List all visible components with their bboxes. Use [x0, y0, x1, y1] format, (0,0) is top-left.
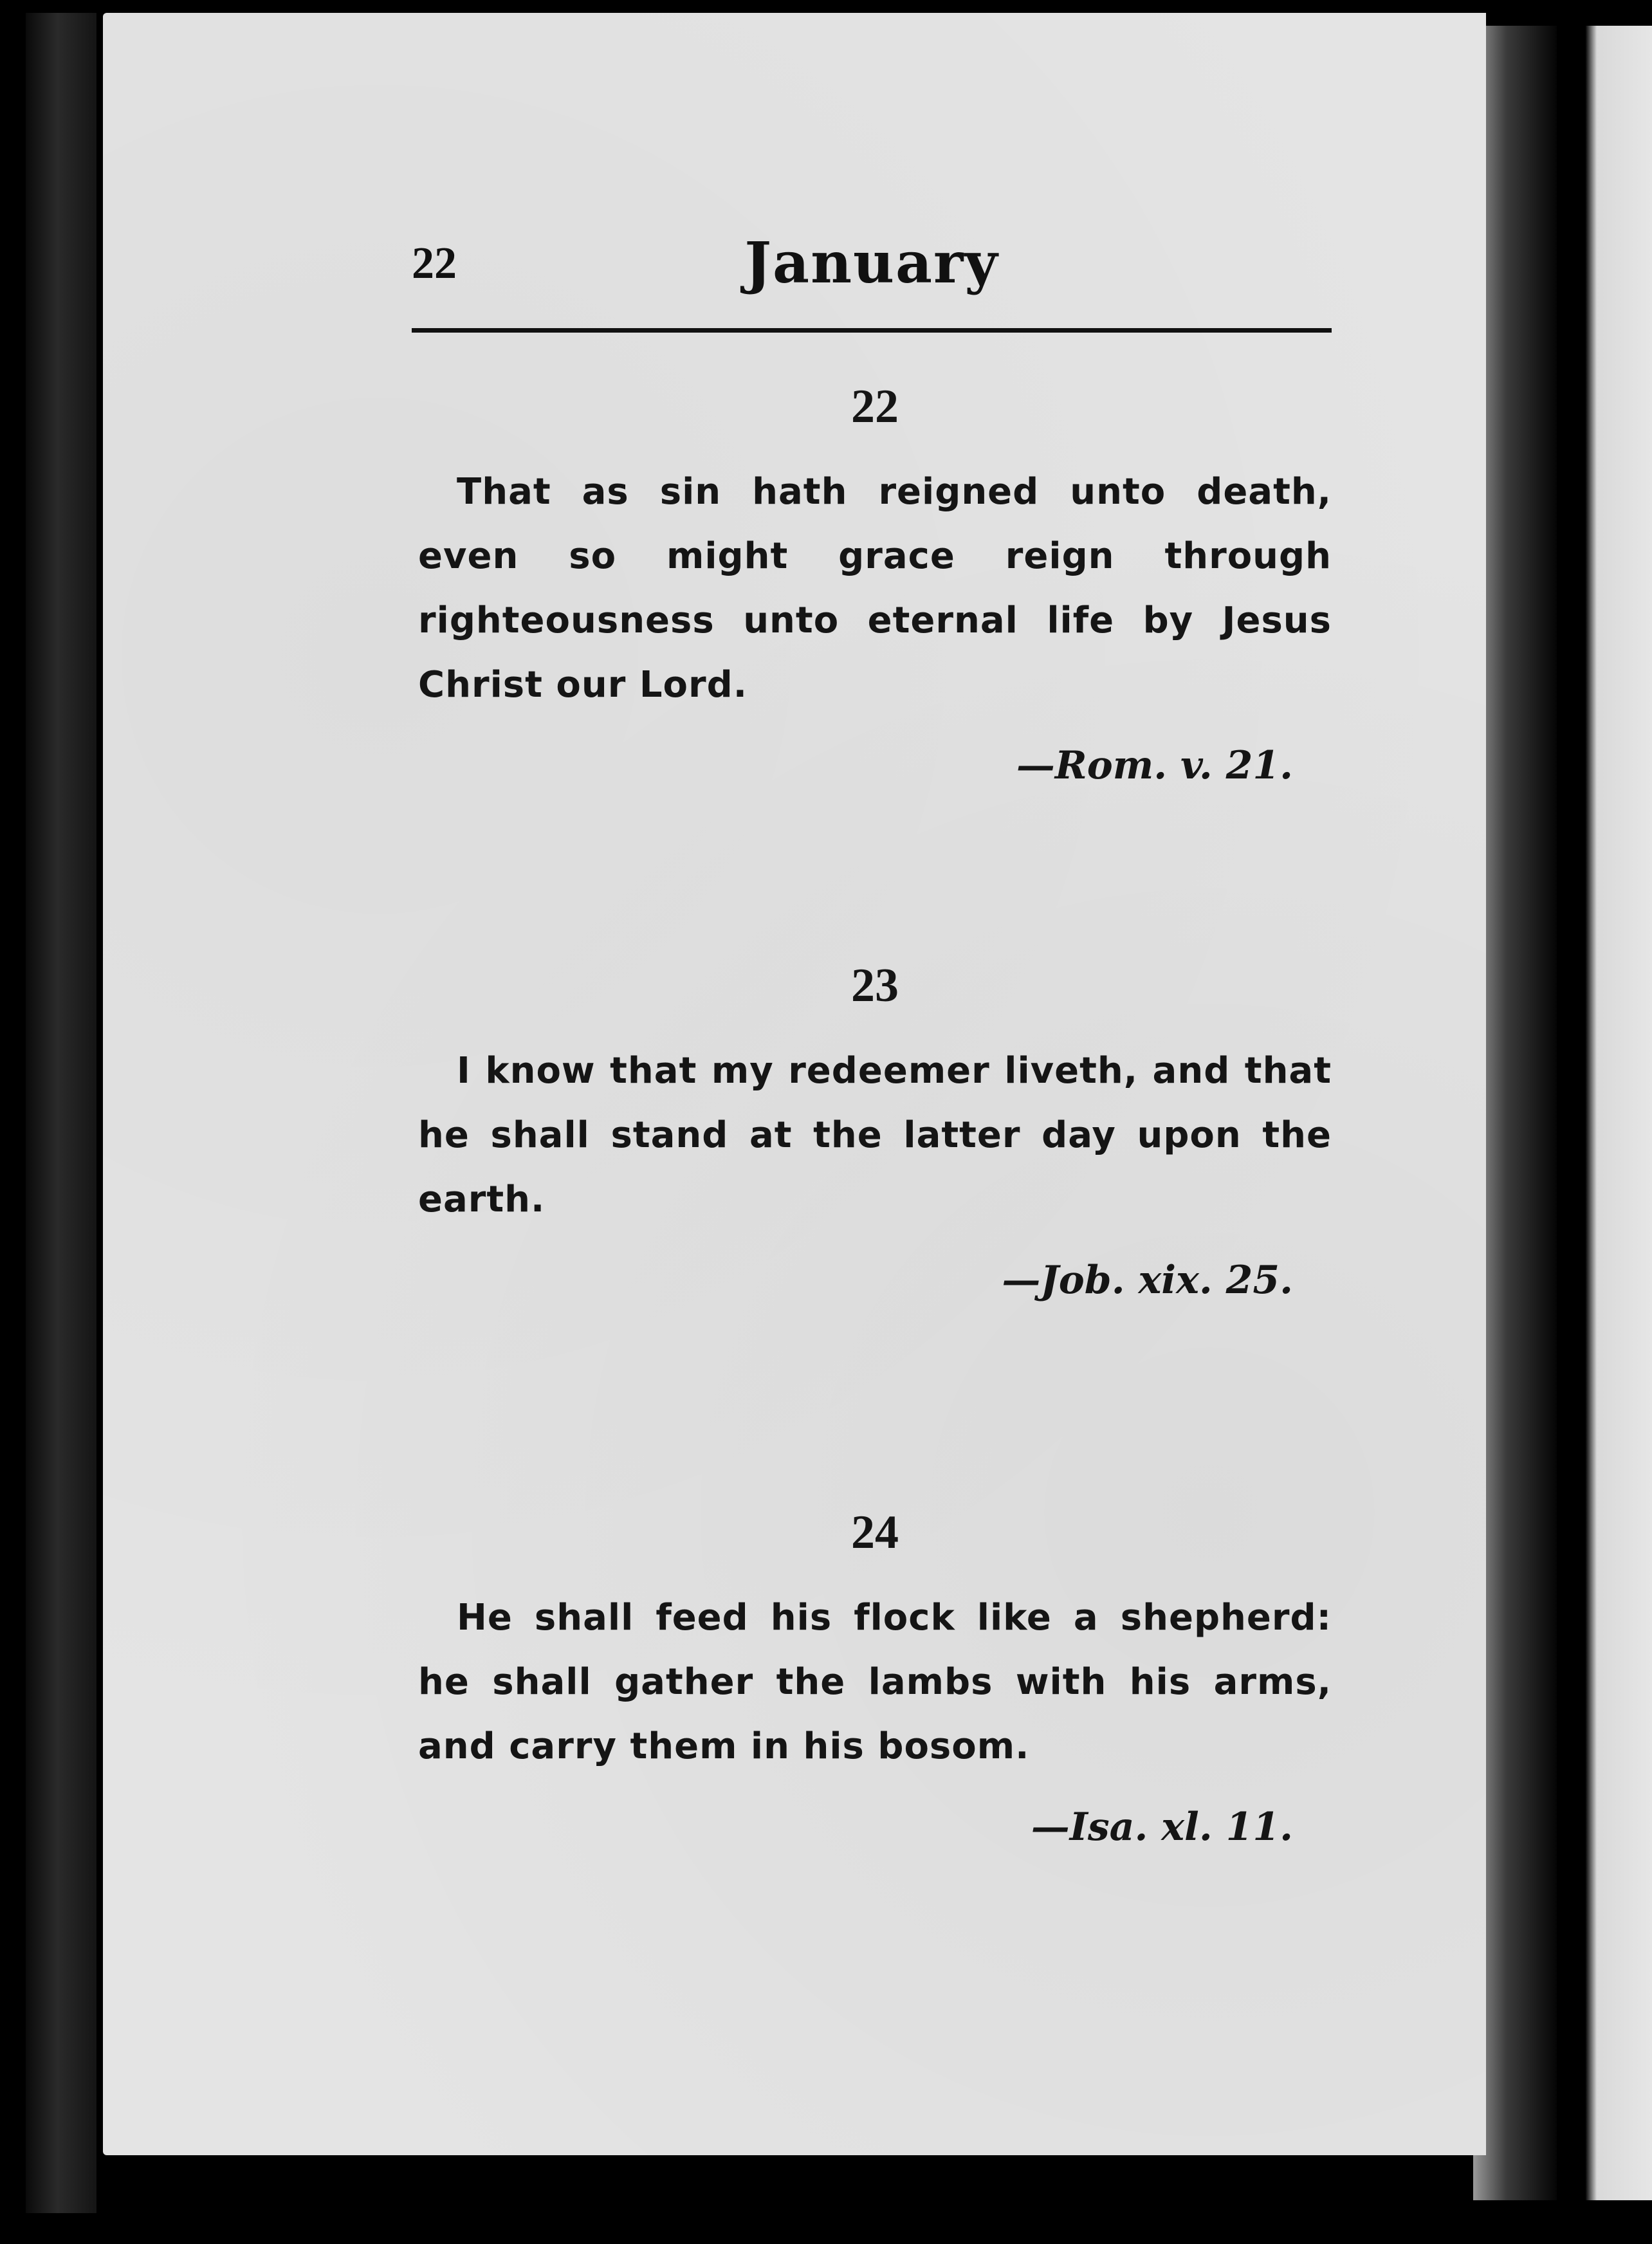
daily-entry: [418, 380, 1332, 788]
entry-day-number: 24: [851, 1506, 899, 1559]
entry-verse-text: That as sin hath reigned unto death, even so might grace reign through righteousness unto eternal life by Jesus Christ our Lord.: [418, 471, 1332, 706]
daily-entry: [418, 1505, 1332, 1850]
daily-entry: [418, 959, 1332, 1303]
entry-scripture-reference: —Rom. v. 21.: [1016, 743, 1293, 788]
book-cover-edge: [26, 13, 96, 2213]
entry-verse-text: I know that my redeemer liveth, and that he shall stand at the latter day upon the earth.: [418, 1050, 1332, 1220]
entry-day-number: 22: [851, 380, 899, 433]
entry-day-number: 23: [851, 959, 899, 1012]
entry-verse-text: He shall feed his flock like a shepherd: he shall gather the lambs with his arms, and carry them in his bosom.: [418, 1597, 1332, 1767]
running-head: [412, 229, 1332, 333]
month-heading: January: [744, 229, 999, 296]
facing-page-edge: [1557, 26, 1652, 2200]
page-number: 22: [412, 239, 457, 288]
entry-scripture-reference: —Job. xix. 25.: [1002, 1258, 1293, 1303]
entry-scripture-reference: —Isa. xl. 11.: [1031, 1805, 1293, 1850]
